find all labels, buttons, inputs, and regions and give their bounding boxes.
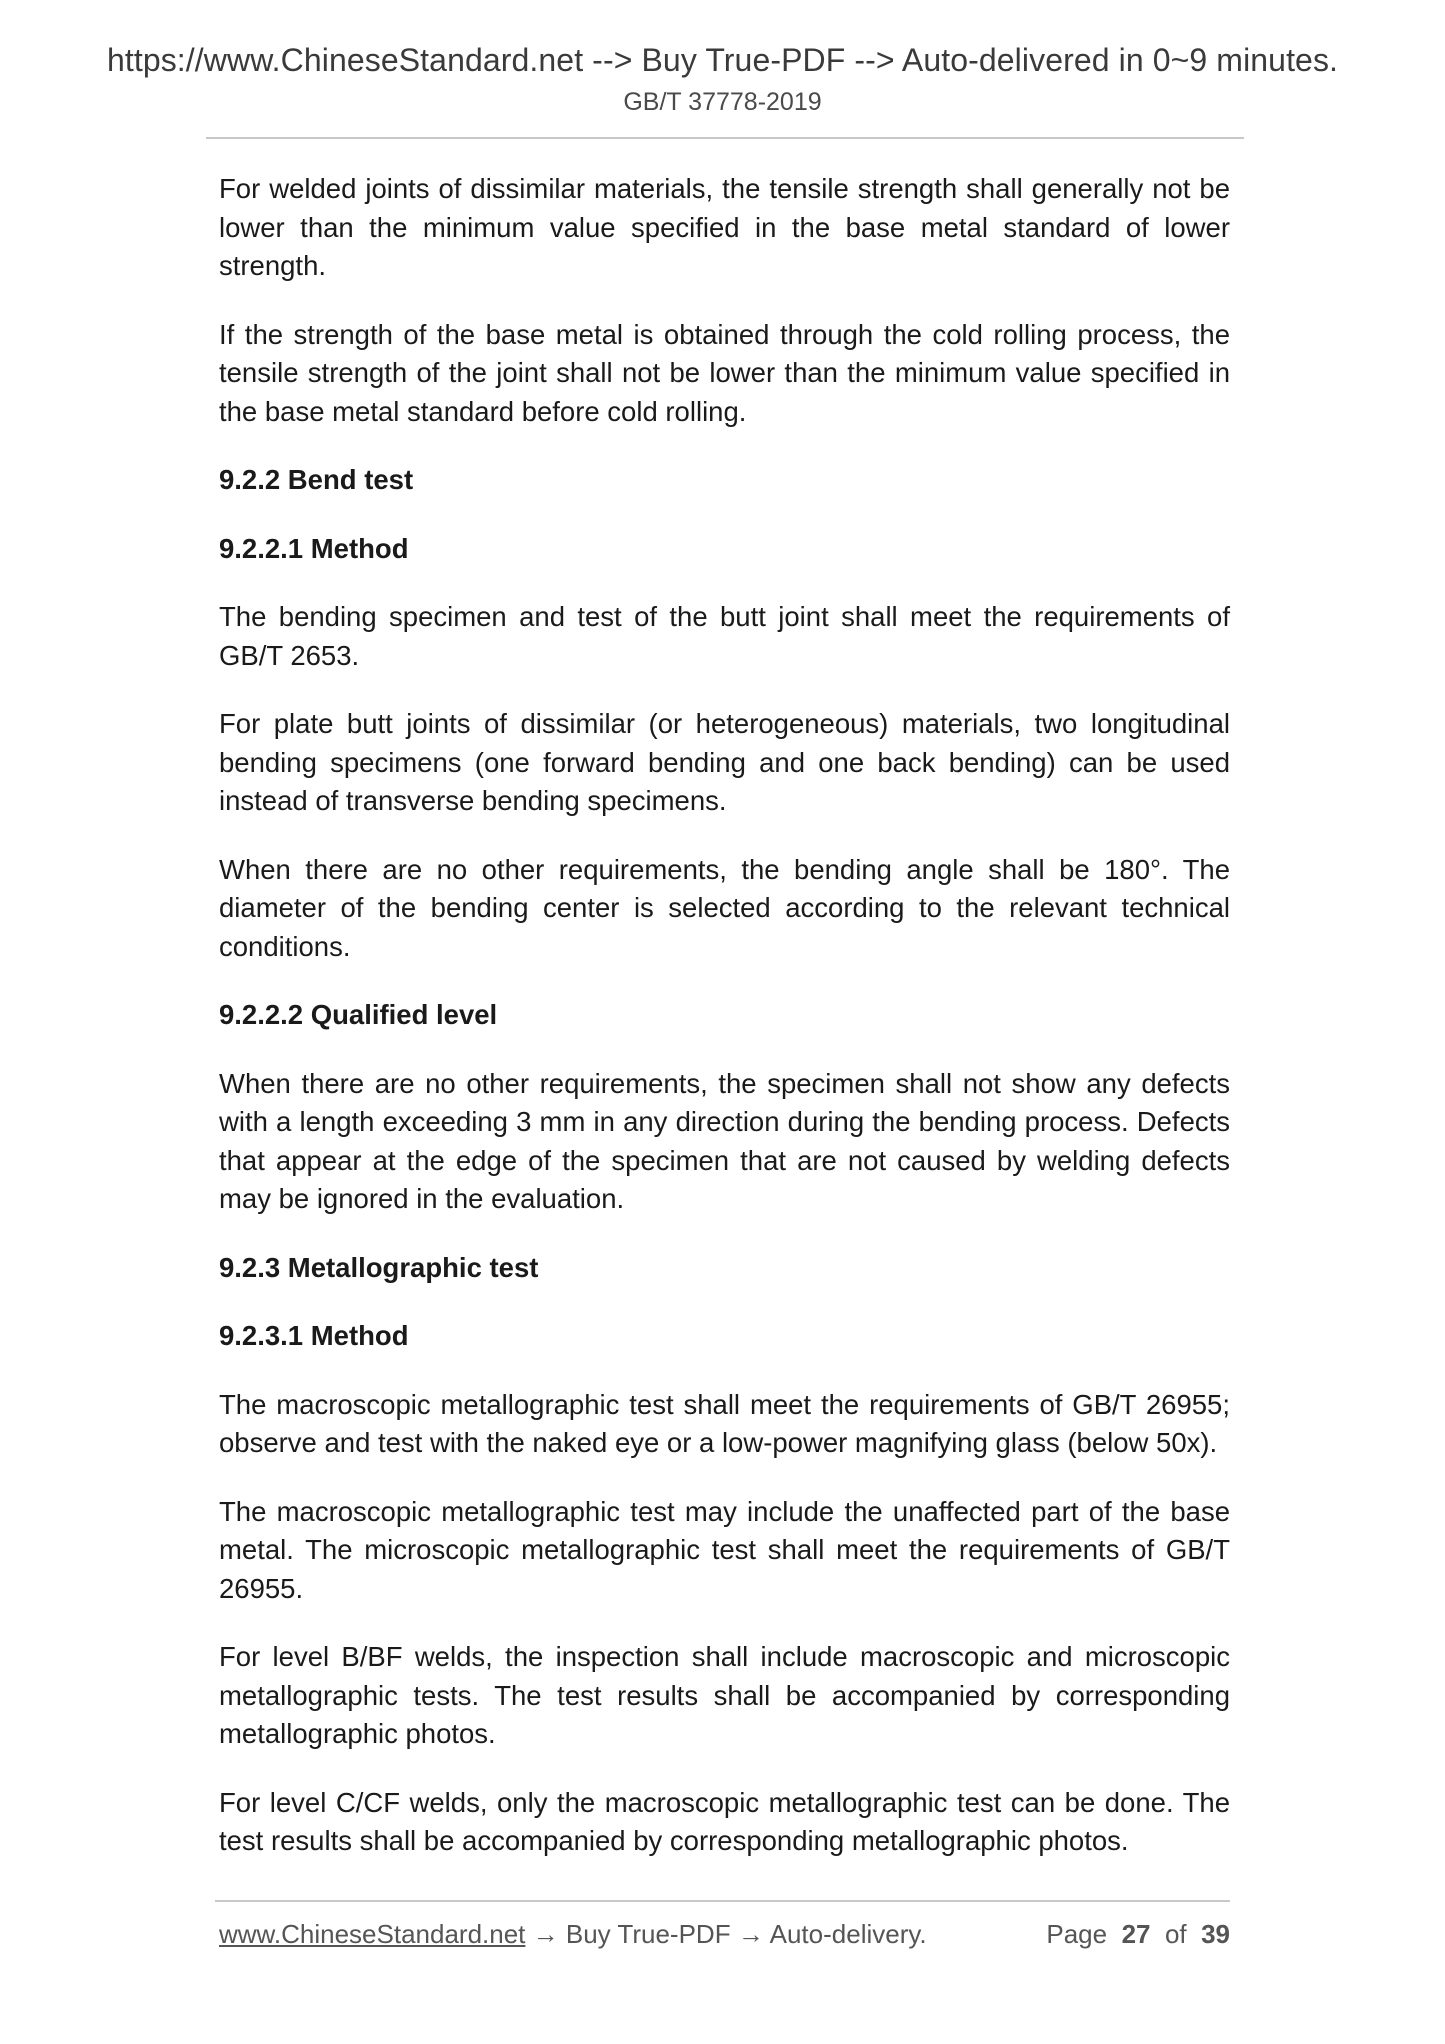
- paragraph-cold-rolling: If the strength of the base metal is obtained through the cold rolling process, the tensile strength of the joint shall not be lower than the minimum value specified in the base metal standard before cold rolling.: [219, 318, 1230, 427]
- arrow-right-icon: →: [737, 1919, 764, 1949]
- section-heading-bend-method: 9.2.2.1 Method: [219, 532, 409, 564]
- paragraph-level-b-welds: For level B/BF welds, the inspection shall include macroscopic and microscopic metallographic tests. The test results shall be accompanied by corresponding metallographic photos.: [219, 1641, 1230, 1749]
- footer-divider: [215, 1900, 1230, 1902]
- header-url-line: https://www.ChineseStandard.net --> Buy True-PDF --> Auto-delivered in 0~9 minutes.: [106, 42, 1339, 78]
- paragraph-macroscopic-requirements: The macroscopic metallographic test shall meet the requirements of GB/T 26955; observe and test with the naked eye or a low-power magnifying glass (below 50x).: [219, 1388, 1230, 1458]
- paragraph-bend-specimen: The bending specimen and test of the butt joint shall meet the requirements of GB/T 2653.: [219, 601, 1230, 671]
- paragraph-level-c-welds: For level C/CF welds, only the macroscopic metallographic test can be done. The test results shall be accompanied by corresponding metallographic photos.: [219, 1786, 1230, 1856]
- page-number: 27: [1121, 1919, 1151, 1949]
- arrow-right-icon: →: [532, 1919, 559, 1949]
- page-label: Page: [1046, 1919, 1108, 1949]
- header-divider: [206, 137, 1244, 139]
- section-heading-metallographic-method: 9.2.3.1 Method: [219, 1320, 409, 1351]
- section-heading-bend-test: 9.2.2 Bend test: [219, 464, 414, 495]
- section-heading-qualified-level: 9.2.2.2 Qualified level: [219, 999, 498, 1030]
- paragraph-bending-angle: When there are no other requirements, the bending angle shall be 180°. The diameter of the bending center is selected according to the relevant technical conditions.: [219, 853, 1230, 962]
- paragraph-dissimilar-tensile: For welded joints of dissimilar materials, the tensile strength shall generally not be lower than the minimum value specified in the base metal standard of lower strength.: [219, 173, 1230, 281]
- paragraph-plate-butt-joints: For plate butt joints of dissimilar (or heterogeneous) materials, two longitudinal bending specimens (one forward bending and one back bending) can be used instead of transverse bending specimens.: [219, 708, 1230, 816]
- section-heading-metallographic-test: 9.2.3 Metallographic test: [219, 1251, 539, 1283]
- paragraph-defects: When there are no other requirements, the specimen shall not show any defects with a length exceeding 3 mm in any direction during the bending process. Defects that appear at the edge of the specimen that are not caused by welding defects may be ignored in the evaluation.: [219, 1067, 1230, 1214]
- standard-code: GB/T 37778-2019: [623, 88, 822, 116]
- footer-buy-text: Buy True-PDF: [565, 1919, 731, 1949]
- page-indicator: [1046, 1919, 1230, 1950]
- footer-left: [219, 1919, 927, 1950]
- paragraph-macroscopic-base-metal: The macroscopic metallographic test may include the unaffected part of the base metal. The microscopic metallographic test shall meet the requirements of GB/T 26955.: [219, 1495, 1230, 1604]
- footer-delivery-text: Auto-delivery.: [769, 1919, 927, 1949]
- page-total: 39: [1201, 1919, 1230, 1949]
- footer-website-link[interactable]: www.ChineseStandard.net: [219, 1919, 526, 1949]
- of-label: of: [1164, 1919, 1187, 1949]
- document-body: [219, 170, 1230, 1891]
